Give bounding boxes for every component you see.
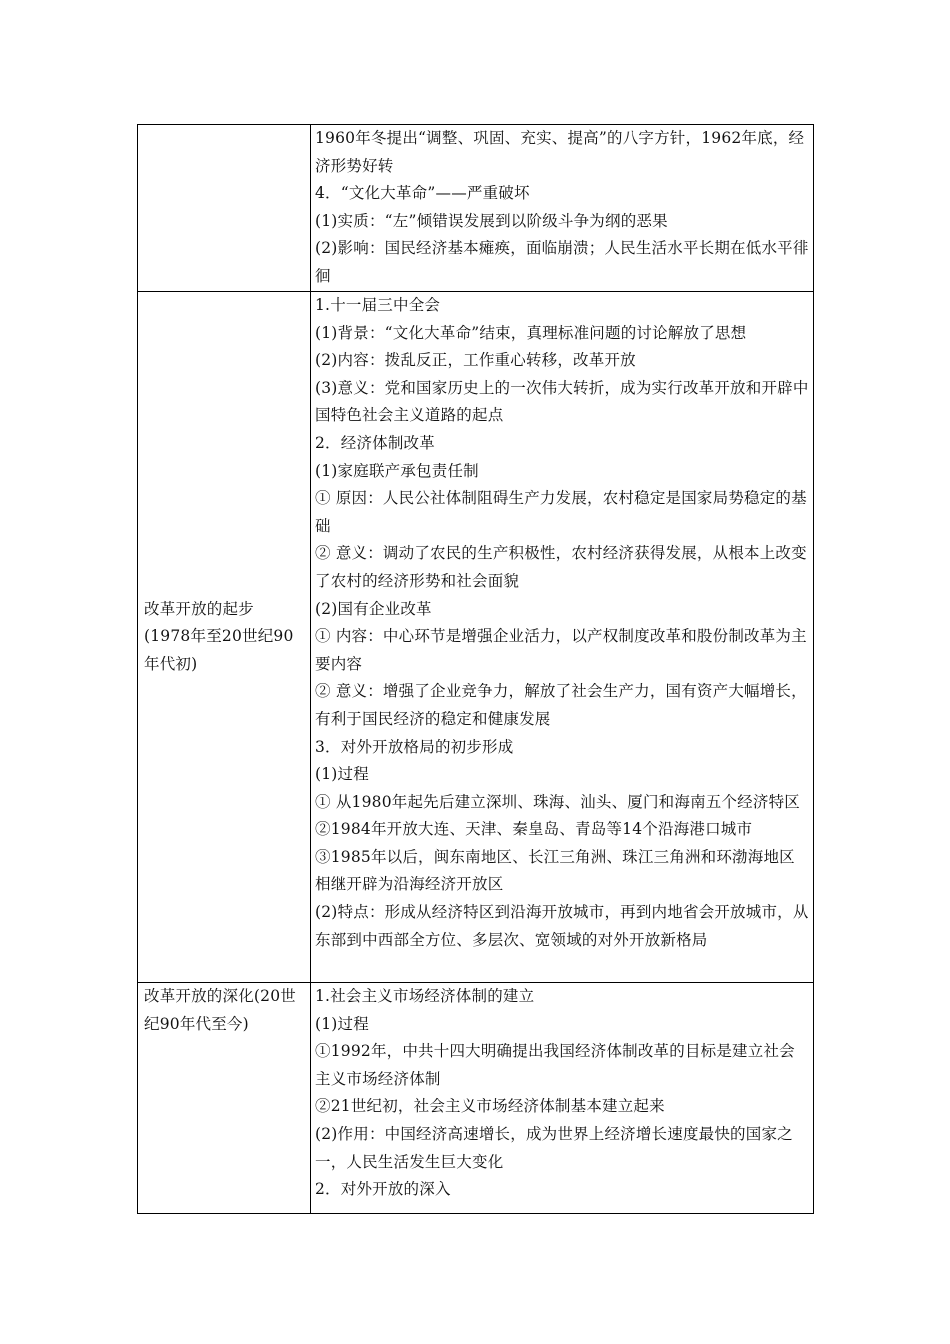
content-line: (1)过程 [315, 765, 369, 784]
content-line: 1.十一届三中全会 [315, 296, 441, 314]
content-line: 3．对外开放格局的初步形成 [315, 737, 514, 756]
content-line: (2)特点：形成从经济特区到沿海开放城市，再到内地省会开放城市，从东部到中西部全方位、多层次、宽领域的对外开放新格局 [315, 903, 809, 949]
stage-cell [138, 983, 311, 1214]
content-line: ② 意义：调动了农民的生产积极性，农村经济获得发展，从根本上改变了农村的经济形势和社会面貌 [315, 544, 807, 590]
content-line: ②21世纪初，社会主义市场经济体制基本建立起来 [315, 1097, 665, 1116]
content-line: 1960年冬提出“调整、巩固、充实、提高”的八字方针，1962年底，经济形势好转 [315, 129, 805, 175]
content-line: (2)国有企业改革 [315, 599, 432, 618]
content-line: 2．经济体制改革 [315, 433, 435, 452]
content-cell [311, 292, 814, 983]
content-line: (3)意义：党和国家历史上的一次伟大转折，成为实行改革开放和开辟中国特色社会主义道路的起点 [315, 378, 809, 425]
content-cell [311, 983, 814, 1214]
content-line: (1)家庭联产承包责任制 [315, 461, 479, 480]
stage-period: (1978年至20世纪90年代初) [144, 627, 294, 673]
table-row [138, 125, 814, 292]
content-line: ① 内容：中心环节是增强企业活力，以产权制度改革和股份制改革为主要内容 [315, 627, 807, 673]
history-outline-table [137, 124, 814, 1214]
content-cell [311, 125, 814, 292]
stage-title: 改革开放的起步 [144, 599, 254, 618]
stage-cell [138, 292, 311, 983]
stage-cell-empty [138, 125, 311, 292]
content-line: 4．“文化大革命”——严重破坏 [315, 184, 530, 203]
content-line: (2)作用：中国经济高速增长，成为世界上经济增长速度最快的国家之一，人民生活发生巨大变化 [315, 1124, 793, 1171]
content-line: ②1984年开放大连、天津、秦皇岛、青岛等14个沿海港口城市 [315, 820, 753, 839]
content-line: ③1985年以后，闽东南地区、长江三角洲、珠江三角洲和环渤海地区相继开辟为沿海经济开放区 [315, 847, 795, 894]
stage-title: 改革开放的深化(20世纪90年代至今) [144, 987, 296, 1033]
content-line: (2)内容：拨乱反正，工作重心转移，改革开放 [315, 351, 636, 370]
content-line: 1.社会主义市场经济体制的建立 [315, 987, 535, 1005]
content-line: ② 意义：增强了企业竞争力，解放了社会生产力，国有资产大幅增长，有利于国民经济的稳定和健康发展 [315, 682, 807, 728]
content-line: 2．对外开放的深入 [315, 1180, 451, 1199]
content-line: ① 从1980年起先后建立深圳、珠海、汕头、厦门和海南五个经济特区 [315, 792, 800, 811]
content-line: (1)背景：“文化大革命”结束，真理标准问题的讨论解放了思想 [315, 323, 747, 342]
content-line: ① 原因：人民公社体制阻碍生产力发展，农村稳定是国家局势稳定的基础 [315, 489, 807, 535]
table-row [138, 292, 814, 983]
content-line: (2)影响：国民经济基本瘫痪，面临崩溃；人民生活水平长期在低水平徘徊 [315, 239, 809, 285]
table-row [138, 983, 814, 1214]
content-line: ①1992年，中共十四大明确提出我国经济体制改革的目标是建立社会主义市场经济体制 [315, 1042, 795, 1088]
content-line: (1)过程 [315, 1014, 369, 1033]
content-line: (1)实质：“左”倾错误发展到以阶级斗争为纲的恶果 [315, 211, 668, 230]
